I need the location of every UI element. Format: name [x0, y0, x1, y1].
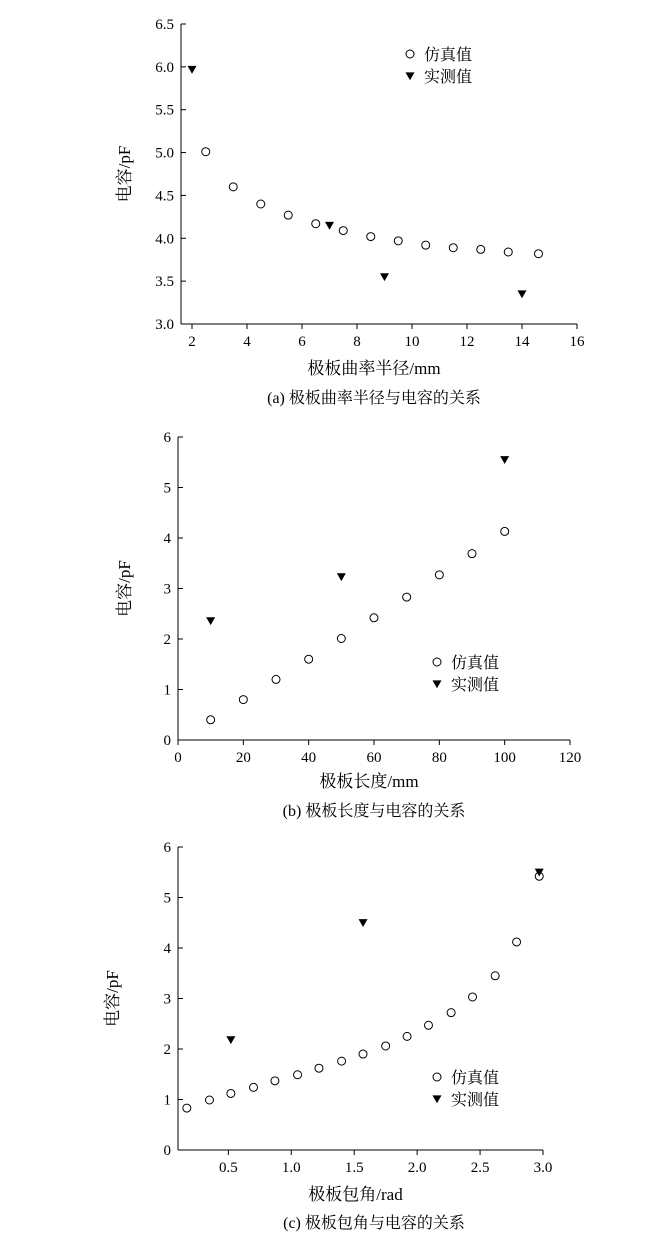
- chart-c-x-tick-label: 3.0: [533, 1160, 553, 1176]
- chart-a-x-tick-label: 14: [514, 334, 530, 350]
- chart-a-x-tick-label: 8: [353, 334, 361, 350]
- chart-a-x-tick-label: 16: [569, 334, 585, 350]
- chart-c-y-tick-label: 3: [163, 991, 171, 1008]
- chart-a-sim-point: [422, 241, 430, 249]
- chart-a-meas-point: [325, 222, 334, 230]
- chart-a-x-tick-label: 10: [404, 334, 420, 350]
- chart-c-sim-point: [271, 1077, 279, 1085]
- chart-b-legend: [433, 653, 500, 694]
- chart-a-meas-point: [188, 66, 197, 74]
- chart-b-x-tick-label: 100: [493, 750, 516, 766]
- chart-b-y-tick-label: 2: [163, 632, 171, 648]
- chart-c-y-tick-label: 5: [163, 890, 171, 907]
- chart-b-sim-point: [435, 571, 443, 579]
- chart-b-y-tick-label: 5: [163, 480, 171, 497]
- chart-c-x-tick-label: 2.0: [407, 1160, 427, 1176]
- chart-c-sim-point: [250, 1083, 258, 1091]
- chart-b-caption: (b) 极板长度与电容的关系: [282, 803, 466, 820]
- chart-c-legend-label-meas: 实测值: [451, 1092, 500, 1109]
- chart-a-x-tick-label: 2: [188, 334, 196, 350]
- chart-a-legend-marker-sim: [406, 50, 414, 58]
- chart-c-sim-point: [403, 1032, 411, 1040]
- chart-c-sim-point: [315, 1064, 323, 1072]
- chart-a-sim-point: [339, 227, 347, 235]
- chart-a-y-tick-label: 6.5: [155, 17, 174, 33]
- chart-a-sim-point: [449, 244, 457, 252]
- chart-b-x-tick-label: 80: [431, 750, 447, 766]
- chart-a-y-tick-label: 6.0: [155, 59, 174, 76]
- chart-a-sim-point: [312, 220, 320, 228]
- chart-c-meas-point: [226, 1036, 235, 1044]
- chart-a-sim-point: [202, 148, 210, 156]
- chart-a-x-tick-label: 4: [243, 334, 251, 350]
- chart-c-x-tick-label: 1.0: [281, 1160, 301, 1176]
- chart-c-legend-marker-meas: [433, 1095, 442, 1103]
- chart-c-x-tick-label: 1.5: [344, 1160, 364, 1176]
- chart-a-y-tick-label: 3.5: [155, 274, 174, 291]
- chart-a-sim-point: [284, 211, 292, 219]
- chart-a-meas-point: [380, 273, 389, 281]
- chart-a-sim-point: [394, 237, 402, 245]
- chart-c-y-tick-label: 0: [163, 1143, 171, 1159]
- chart-c-axes: [164, 840, 553, 1176]
- chart-a-sim-point: [504, 248, 512, 256]
- chart-a-sim-point: [535, 250, 543, 258]
- chart-a-y-tick-label: 4.5: [155, 188, 174, 205]
- chart-c-sim-point: [227, 1089, 235, 1097]
- chart-a-axes: [155, 17, 585, 350]
- chart-c-y-tick-label: 4: [163, 941, 171, 957]
- chart-b-y-tick-label: 4: [163, 531, 171, 547]
- chart-c-sim-point: [294, 1071, 302, 1079]
- chart-c-sim-point: [447, 1009, 455, 1017]
- chart-c-legend: [433, 1068, 500, 1109]
- chart-b-x-tick-label: 60: [366, 750, 382, 766]
- chart-b-sim-point: [207, 716, 215, 724]
- chart-b: [115, 430, 581, 820]
- chart-c-sim-point: [424, 1021, 432, 1029]
- chart-a-legend: [406, 45, 473, 86]
- chart-c-sim-point: [469, 993, 477, 1001]
- chart-c-x-axis-label: 极板包角/rad: [308, 1185, 403, 1204]
- chart-a-meas-point: [518, 290, 527, 298]
- chart-b-sim-point: [370, 614, 378, 622]
- chart-a-legend-marker-meas: [406, 72, 415, 80]
- chart-a-sim-point: [257, 200, 265, 208]
- chart-a-y-tick-label: 3.0: [155, 317, 174, 333]
- chart-c-x-tick-label: 2.5: [470, 1160, 490, 1176]
- chart-c-sim-point: [382, 1042, 390, 1050]
- chart-b-meas-point: [500, 456, 509, 464]
- chart-c-caption: (c) 极板包角与电容的关系: [283, 1215, 465, 1232]
- chart-a-x-tick-label: 12: [459, 334, 475, 350]
- chart-c-sim-point: [183, 1104, 191, 1112]
- chart-a-y-tick-label: 5.5: [155, 102, 174, 119]
- chart-a-sim-point: [477, 245, 485, 253]
- chart-b-y-tick-label: 3: [163, 581, 171, 598]
- chart-c-y-tick-label: 2: [163, 1042, 171, 1058]
- chart-b-x-tick-label: 40: [301, 750, 317, 766]
- chart-b-x-axis-label: 极板长度/mm: [319, 772, 419, 791]
- chart-c-sim-point: [359, 1050, 367, 1058]
- chart-b-y-tick-label: 6: [163, 430, 171, 446]
- chart-b-y-axis-label: 电容/pF: [115, 560, 134, 617]
- chart-b-x-tick-label: 120: [558, 750, 582, 766]
- chart-a-legend-label-meas: 实测值: [424, 69, 473, 86]
- chart-a-x-tick-label: 6: [298, 334, 306, 350]
- chart-b-sim-point: [272, 675, 280, 683]
- chart-b-sim-point: [501, 527, 509, 535]
- chart-c-sim-point: [513, 938, 521, 946]
- chart-c-y-tick-label: 1: [163, 1092, 171, 1109]
- chart-b-sim-point: [305, 655, 313, 663]
- chart-c: [103, 840, 552, 1232]
- chart-a-x-axis-label: 极板曲率半径/mm: [307, 359, 441, 378]
- chart-b-sim-point: [239, 696, 247, 704]
- chart-c-legend-label-sim: 仿真值: [451, 1070, 500, 1087]
- chart-c-sim-point: [338, 1057, 346, 1065]
- chart-a-legend-label-sim: 仿真值: [424, 47, 473, 64]
- chart-a-sim-point: [367, 233, 375, 241]
- chart-b-meas-point: [206, 617, 215, 625]
- chart-a-marks: [188, 66, 543, 298]
- chart-b-sim-point: [468, 550, 476, 558]
- chart-a-y-tick-label: 4.0: [155, 231, 174, 248]
- chart-c-sim-point: [491, 972, 499, 980]
- chart-c-sim-point: [205, 1096, 213, 1104]
- chart-a-y-tick-label: 5.0: [155, 145, 174, 162]
- chart-c-meas-point: [359, 919, 368, 927]
- chart-b-meas-point: [337, 573, 346, 581]
- chart-b-y-tick-label: 0: [163, 733, 171, 749]
- chart-c-legend-marker-sim: [433, 1073, 441, 1081]
- chart-b-legend-marker-sim: [433, 658, 441, 666]
- chart-a-y-axis-label: 电容/pF: [115, 145, 134, 203]
- chart-b-axes: [164, 430, 582, 766]
- chart-b-x-tick-label: 0: [174, 750, 182, 766]
- chart-b-legend-marker-meas: [433, 680, 442, 688]
- chart-c-x-tick-label: 0.5: [218, 1160, 238, 1176]
- chart-a: [115, 17, 585, 407]
- chart-a-caption: (a) 极板曲率半径与电容的关系: [267, 390, 481, 407]
- chart-c-y-axis-label: 电容/pF: [103, 970, 122, 1027]
- chart-b-x-tick-label: 20: [235, 750, 251, 766]
- chart-b-sim-point: [403, 593, 411, 601]
- chart-b-legend-label-meas: 实测值: [451, 677, 500, 694]
- chart-b-legend-label-sim: 仿真值: [451, 655, 500, 672]
- chart-c-y-tick-label: 6: [163, 840, 171, 856]
- chart-b-sim-point: [337, 634, 345, 642]
- chart-b-y-tick-label: 1: [163, 682, 171, 699]
- chart-a-sim-point: [229, 183, 237, 191]
